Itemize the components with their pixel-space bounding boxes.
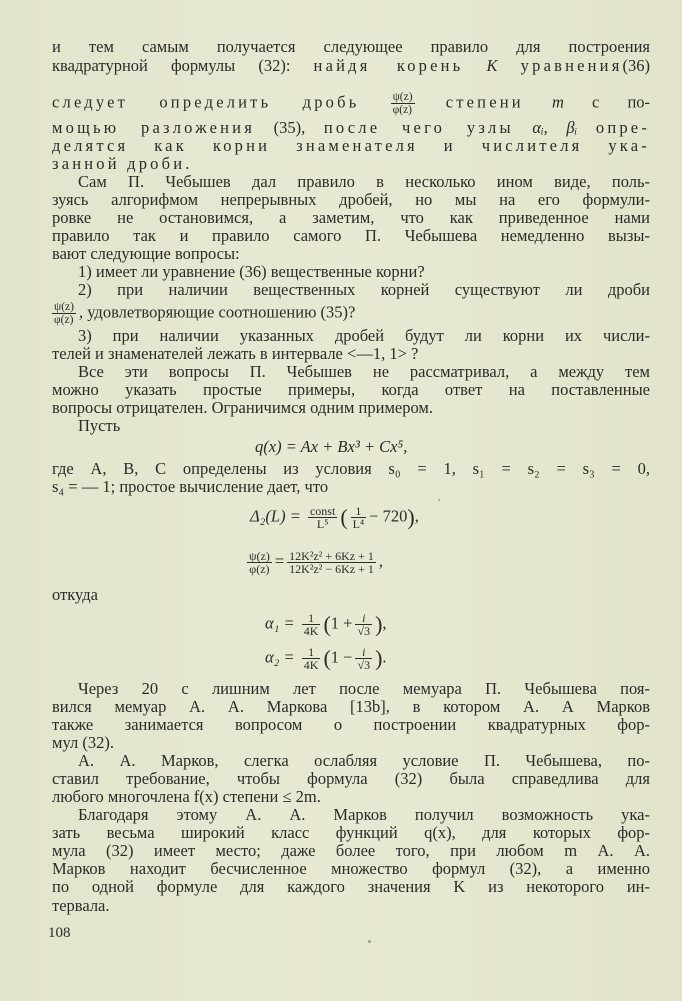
text-line: зуясь алгорифмом непрерывных дробей, но мы на его формули-	[52, 190, 650, 209]
denominator: L⁴	[352, 517, 365, 531]
fraction	[355, 612, 372, 637]
text-line: s₄ = — 1; простое вычисление дает, что	[52, 477, 329, 496]
text-line: Благодаря этому А. А. Марков получил возможность ука-	[78, 805, 650, 824]
text-line: 1) имеет ли уравнение (36) вещественные корни?	[78, 262, 425, 281]
spaced-text: после чего узлы	[323, 118, 514, 137]
text-line: Все эти вопросы П. Чебышев не рассматривал, а между тем	[78, 362, 650, 381]
numerator: ψ(z)	[54, 301, 74, 313]
numerator: ψ(z)	[249, 549, 270, 563]
text-line: делятся как корни знаменателя и числителя ука-	[52, 136, 650, 155]
variable: K	[486, 56, 498, 75]
formula-text: α₁ =	[265, 613, 295, 633]
text-line: можно указать простые примеры, когда ответ на поставленные	[52, 380, 650, 399]
text-line: А. А. Марков, слегка ослабляя условие П. Чебышева, по-	[78, 751, 650, 770]
text-line: телей и знаменателей лежать в интервале <—1, 1> ?	[52, 344, 419, 363]
denominator: φ(z)	[54, 314, 74, 326]
text-line: Сам П. Чебышев дал правило в несколько ином виде, поль-	[78, 172, 650, 191]
formula-delta	[250, 505, 419, 530]
spaced-text: мощью разложения	[52, 118, 255, 137]
text-line	[52, 57, 650, 75]
scan-speck	[368, 940, 371, 943]
text-line: занной дроби.	[52, 154, 193, 173]
text-line: вопросы отрицателен. Ограничимся одним примером.	[52, 398, 433, 417]
text-line: по одной формуле для каждого значения K из некоторого ин-	[52, 877, 650, 896]
text: (35),	[273, 118, 306, 137]
numerator: ψ(z)	[392, 91, 413, 103]
formula-text: Δ₂(L) =	[250, 506, 301, 526]
fraction	[308, 505, 337, 530]
denominator: √3	[357, 624, 371, 638]
spaced-text: опре-	[595, 118, 651, 137]
spaced-text: уравнения	[520, 56, 623, 75]
formula-text: 1 −	[330, 647, 353, 667]
formula-text: α₂ =	[265, 647, 295, 667]
text-line: Через 20 с лишним лет после мемуара П. Чебышева поя-	[78, 679, 650, 698]
text-line	[52, 301, 650, 325]
fraction	[247, 550, 272, 575]
fraction	[302, 646, 321, 671]
text-line	[52, 119, 650, 137]
formula-alpha2	[265, 646, 387, 671]
variable: αᵢ, βᵢ	[532, 118, 578, 137]
text-line: 2) при наличии вещественных корней существуют ли дроби	[78, 280, 650, 299]
numerator: const	[309, 504, 336, 518]
text-line: ставил требование, чтобы формула (32) была справедлива для	[52, 769, 650, 788]
text-line: ровке не остановимся, а заметим, что как приведенное нами	[52, 208, 650, 227]
variable: m	[551, 92, 564, 112]
punct: ,	[414, 506, 419, 526]
page-number: 108	[48, 925, 71, 941]
fraction-psi-phi	[52, 301, 76, 326]
text: с по-	[592, 92, 651, 112]
denominator: 4K	[303, 658, 319, 672]
punct: ,	[378, 551, 383, 571]
formula-text: 1 +	[330, 613, 353, 633]
text-line: откуда	[52, 585, 98, 604]
denominator: 12K²z² − 6Kz + 1	[289, 562, 374, 576]
equals: =	[274, 551, 285, 571]
paren: )	[375, 645, 383, 671]
text-line: вился мемуар А. А. Маркова [13b], в котором А. А Марков	[52, 697, 650, 716]
punct: .	[382, 647, 387, 667]
text-line: где A, B, C определены из условия s₀ = 1, s₁ = s₂ = s₃ = 0,	[52, 459, 650, 478]
denominator: 4K	[303, 624, 319, 638]
numerator: i	[355, 612, 372, 625]
denominator: L⁵	[316, 517, 329, 531]
text-line: зать весьма широкий класс функций q(x), для которых фор-	[52, 823, 650, 842]
formula-text: q(x) = Ax + Bx³ + Cx⁵,	[255, 437, 408, 456]
spaced-text: найдя корень	[313, 56, 464, 75]
text-line: тервала.	[52, 896, 110, 915]
numerator: 12K²z² + 6Kz + 1	[289, 549, 374, 563]
scan-speck	[438, 499, 440, 501]
fraction-psi-phi	[391, 91, 415, 116]
spaced-text: следует определить дробь	[52, 92, 360, 112]
text: (36)	[622, 56, 650, 75]
text: квадратурной формулы (32):	[52, 56, 291, 75]
paren: (	[340, 504, 348, 530]
numerator: 1	[351, 505, 367, 518]
denominator: φ(z)	[392, 104, 413, 116]
text-line	[52, 91, 651, 116]
numerator: 1	[302, 612, 321, 625]
paren: )	[375, 611, 383, 637]
fraction	[355, 646, 372, 671]
numerator: i	[355, 646, 372, 659]
formula-q	[255, 437, 407, 457]
spaced-text: степени	[445, 92, 524, 112]
paren: (	[323, 645, 331, 671]
text-line: Марков находит бесчисленное множество формул (32), а именно	[52, 859, 650, 878]
text-line: мула (32) имеет место; даже более того, при любом m А. А.	[52, 841, 650, 860]
numerator: 1	[302, 646, 321, 659]
fraction	[302, 612, 321, 637]
text-line: мул (32).	[52, 733, 114, 752]
paren: (	[323, 611, 331, 637]
text-line: 3) при наличии указанных дробей будут ли корни их числи-	[78, 326, 650, 345]
text-line: вают следующие вопросы:	[52, 244, 240, 263]
paren: )	[407, 504, 415, 530]
punct: ,	[382, 613, 387, 633]
text-line: любого многочлена f(x) степени ≤ 2m.	[52, 787, 321, 806]
text-line: и тем самым получается следующее правило для построения	[52, 37, 650, 56]
formula-ratio	[244, 550, 383, 575]
denominator: φ(z)	[249, 562, 270, 576]
formula-alpha1	[265, 612, 387, 637]
text-line: правило так и правило самого П. Чебышева немедленно вызы-	[52, 226, 650, 245]
fraction	[287, 550, 376, 575]
formula-text: − 720	[369, 506, 408, 526]
text-line: также занимается вопросом о построении квадратурных фор-	[52, 715, 650, 734]
text-line: Пусть	[78, 416, 121, 435]
fraction	[351, 505, 367, 530]
text: , удовлетворяющие соотношению (35)?	[78, 302, 356, 322]
denominator: √3	[357, 658, 371, 672]
